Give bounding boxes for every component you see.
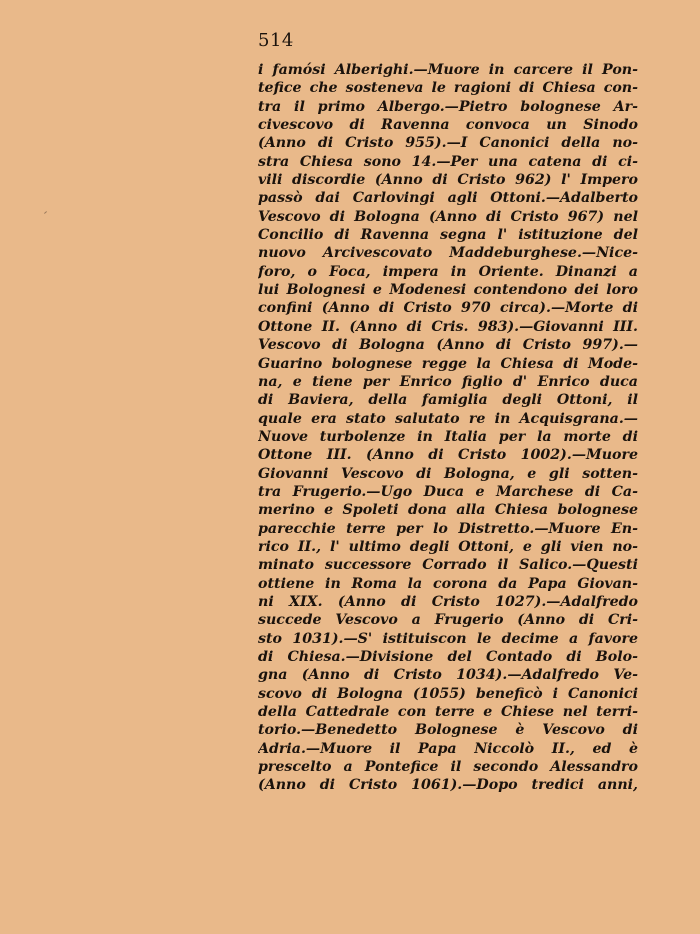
text-line: Adria.—Muore il Papa Niccolò II., ed è — [258, 740, 638, 757]
text-line: vili discordie (Anno di Cristo 962) l' Impero — [258, 172, 638, 189]
text-line: della Cattedrale con terre e Chiese nel terri- — [258, 704, 638, 721]
text-line: civescovo di Ravenna convoca un Sinodo — [258, 117, 638, 134]
text-line: scovo di Bologna (1055) beneficò i Canonici — [258, 685, 638, 702]
text-line: confini (Anno di Cristo 970 circa).—Morte di — [258, 300, 638, 317]
text-line: tra Frugerio.—Ugo Duca e Marchese di Ca- — [258, 483, 638, 500]
text-line: sto 1031).—S' istituiscon le decime a favore — [258, 630, 638, 647]
text-line: tefice che sosteneva le ragioni di Chiesa con- — [258, 80, 638, 97]
text-line: Concilio di Ravenna segna l' istituzione del — [258, 227, 638, 244]
text-line: Giovanni Vescovo di Bologna, e gli sotten- — [258, 465, 638, 482]
text-line: stra Chiesa sono 14.—Per una catena di ci- — [258, 153, 638, 170]
text-line: ottiene in Roma la corona da Papa Giovan- — [258, 575, 638, 592]
text-line: (Anno di Cristo 955).—I Canonici della no- — [258, 135, 638, 152]
text-line: foro, o Foca, impera in Oriente. Dinanzi a — [258, 263, 638, 280]
text-line: Vescovo di Bologna (Anno di Cristo 967) nel — [258, 208, 638, 225]
text-line: succede Vescovo a Frugerio (Anno di Cri- — [258, 612, 638, 629]
text-line: quale era stato salutato re in Acquisgrana.— — [258, 410, 638, 427]
text-line: na, e tiene per Enrico figlio d' Enrico duca — [258, 373, 638, 390]
text-line: merino e Spoleti dona alla Chiesa bolognese — [258, 502, 638, 519]
text-line: minato successore Corrado il Salico.—Questi — [258, 557, 638, 574]
text-line: parecchie terre per lo Distretto.—Muore En- — [258, 520, 638, 537]
text-line: i famósi Alberighi.—Muore in carcere il Pon- — [258, 62, 638, 78]
text-line: passò dai Carlovingi agli Ottoni.—Adalberto — [258, 190, 638, 207]
page-number: 514 — [258, 30, 294, 51]
text-line: gna (Anno di Cristo 1034).—Adalfredo Ve- — [258, 667, 638, 684]
text-line: di Chiesa.—Divisione del Contado di Bolo- — [258, 649, 638, 665]
text-line: di Baviera, della famiglia degli Ottoni, il — [258, 392, 638, 409]
text-line: Guarino bolognese regge la Chiesa di Mode- — [258, 355, 638, 372]
text-line: tra il primo Albergo.—Pietro bolognese Ar- — [258, 98, 638, 115]
text-line: prescelto a Pontefice il secondo Alessandro — [258, 759, 638, 776]
text-line: torio.—Benedetto Bolognese è Vescovo di — [258, 722, 638, 739]
text-line: lui Bolognesi e Modenesi contendono dei loro — [258, 282, 638, 299]
text-line: Ottone III. (Anno di Cristo 1002).—Muore — [258, 447, 638, 464]
text-line: nuovo Arcivescovato Maddeburghese.—Nice- — [258, 245, 638, 262]
text-line: rico II., l' ultimo degli Ottoni, e gli vien no- — [258, 538, 638, 555]
text-line: Vescovo di Bologna (Anno di Cristo 997).— — [258, 337, 638, 354]
paper-speck — [44, 211, 47, 214]
text-line: Ottone II. (Anno di Cris. 983).—Giovanni III. — [258, 318, 638, 335]
text-line: Nuove turbolenze in Italia per la morte di — [258, 428, 638, 445]
text-line: ni XIX. (Anno di Cristo 1027).—Adalfredo — [258, 593, 638, 610]
body-text — [258, 61, 638, 795]
text-line: (Anno di Cristo 1061).—Dopo tredici anni, — [258, 777, 638, 794]
